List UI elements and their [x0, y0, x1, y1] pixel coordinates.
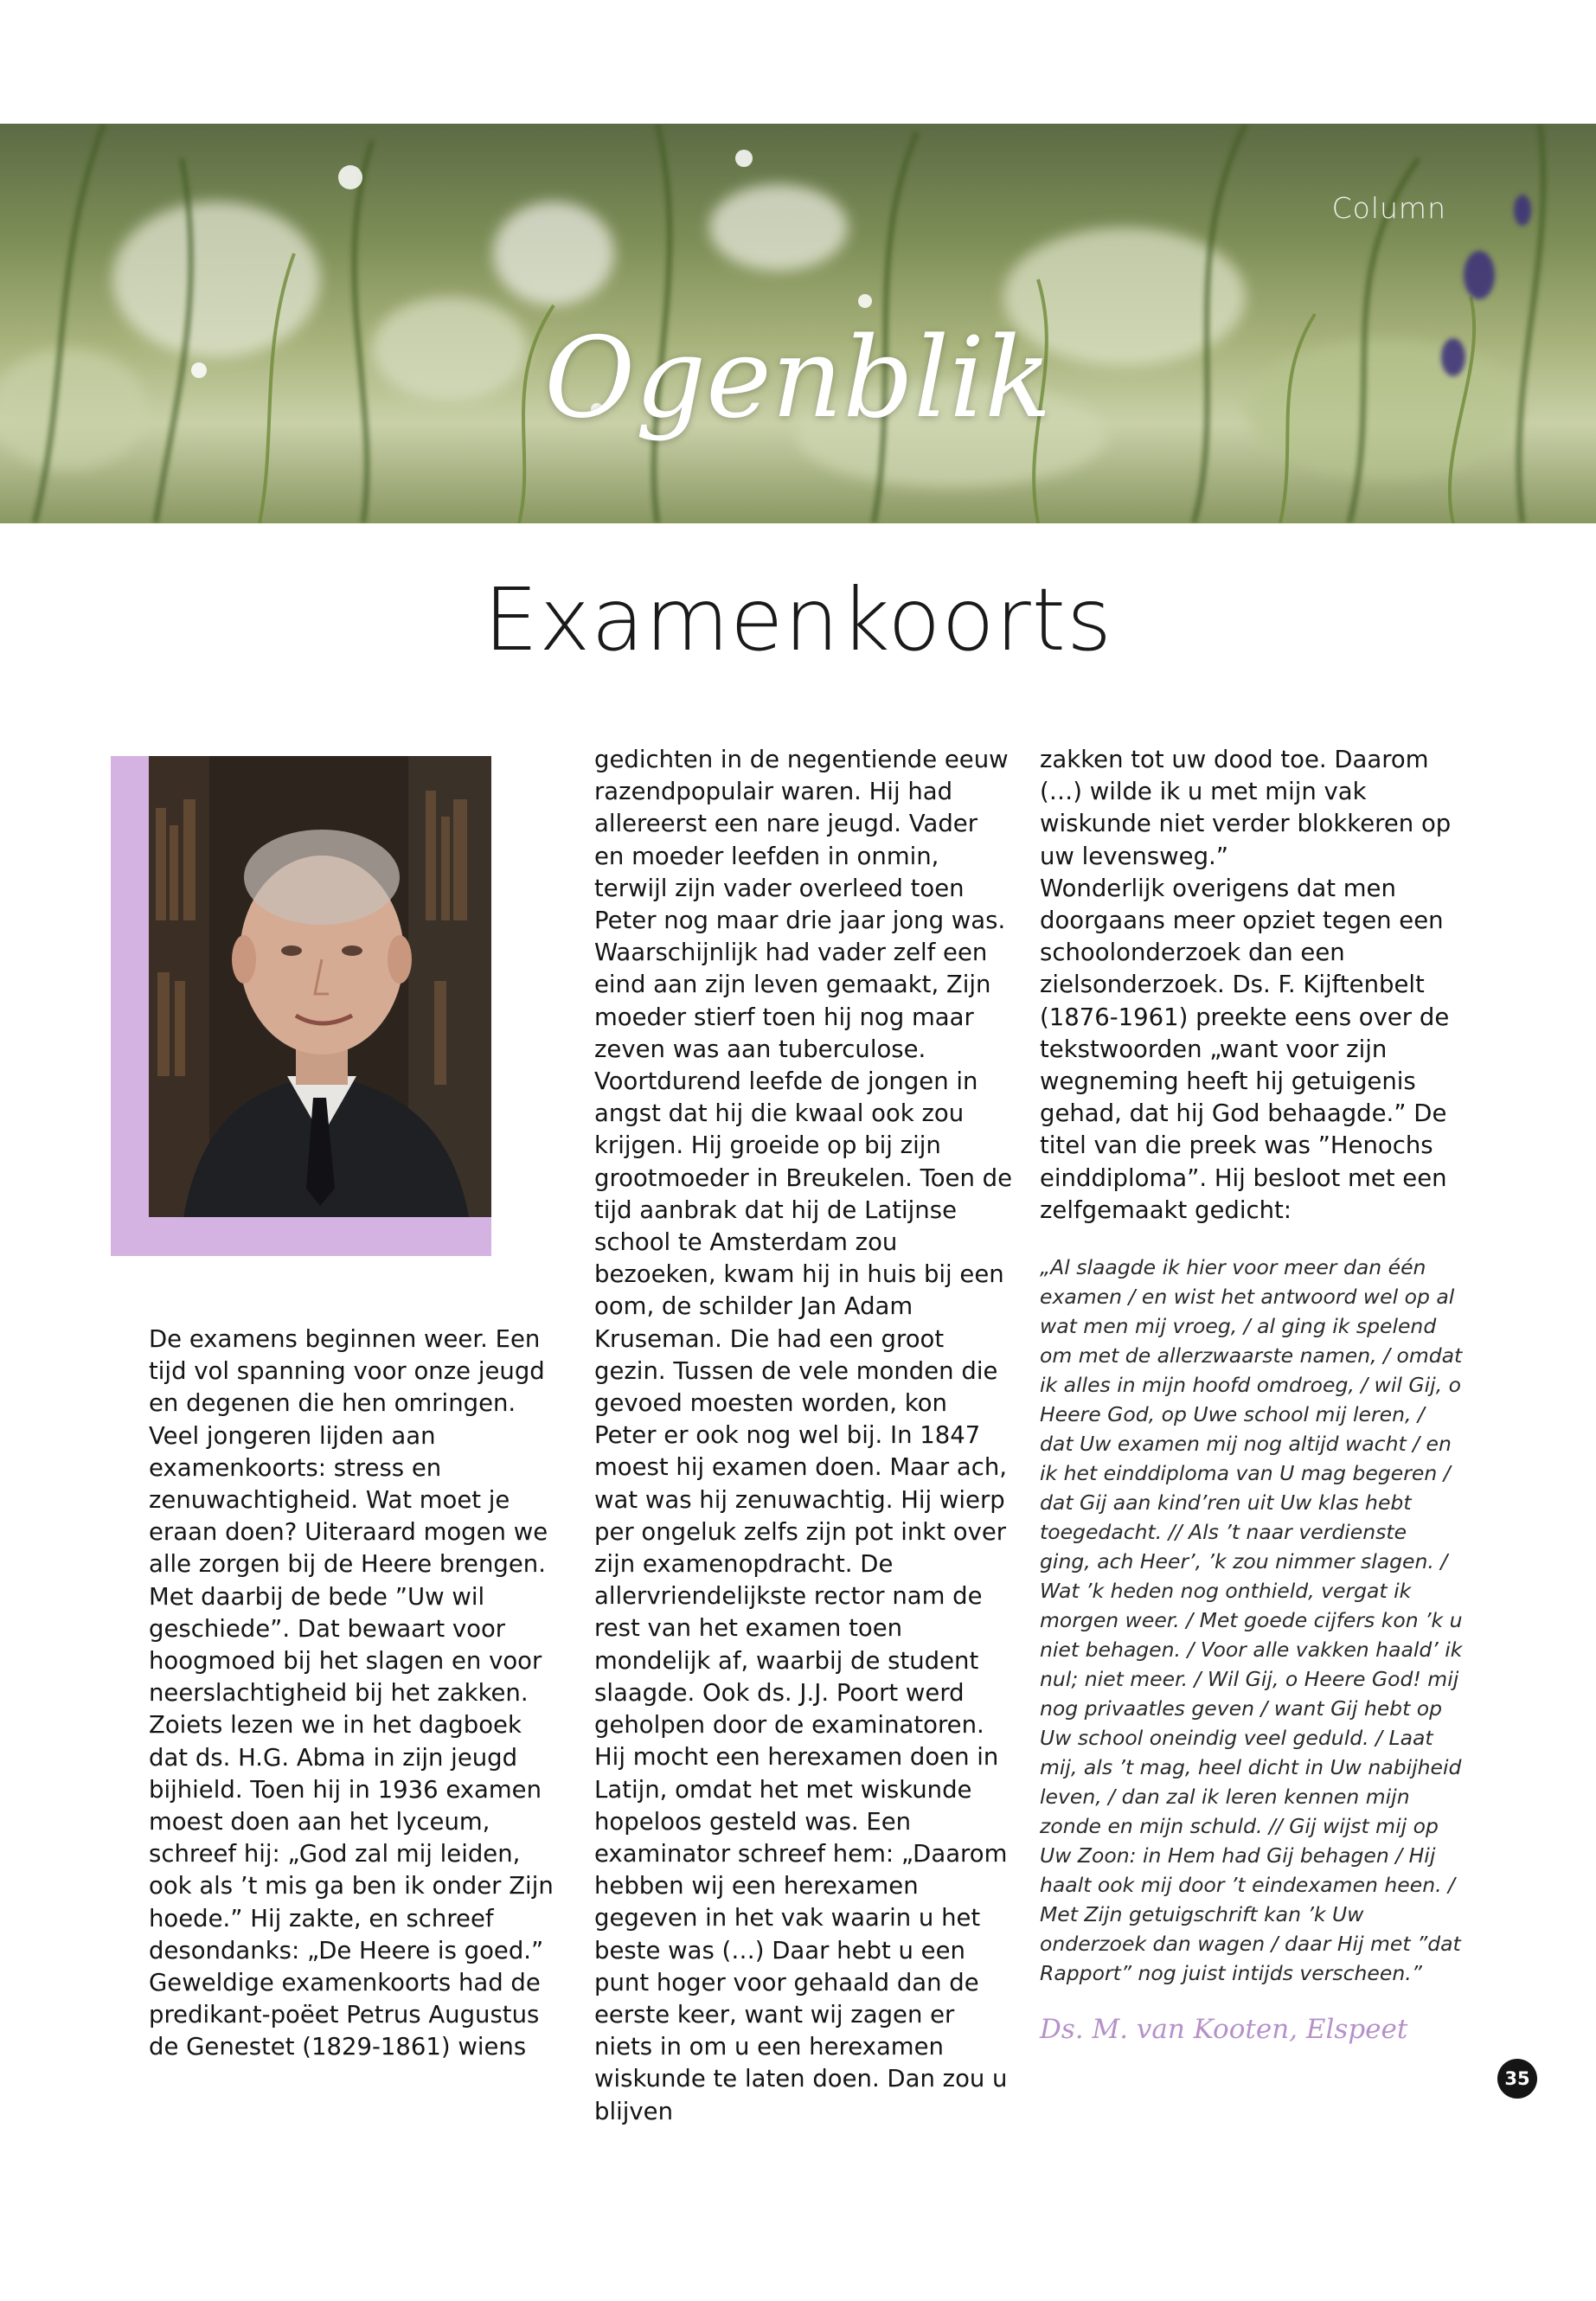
paragraph: gedichten in de negentiende eeuw razendpopulair waren. Hij had allereerst een nare jeugd. Vader en moeder leefden in onmin, terwijl zijn vader overleed toen Peter nog maar drie jaar jong was. Waarschijnlijk had vader zelf een eind aan zijn leven gemaakt, Zijn moeder stierf toen hij nog maar zeven was aan tuberculose. Voortdurend leefde de jongen in angst dat hij die kwaal ook zou krijgen. Hij groeide op bij zijn grootmoeder in Breukelen. Toen de tijd aanbrak dat hij de Latijnse school te Amsterdam zou bezoeken, kwam hij in huis bij een oom, de schilder Jan Adam Kruseman. Die had een groot gezin. Tussen de vele monden die gevoed moesten worden, kon Peter er ook nog wel bij. In 1847 moest hij examen doen. Maar ach, wat was hij zenuwachtig. Hij wierp per ongeluk zelfs zijn pot inkt over zijn examenopdracht. De allervriendelijkste rector nam de rest van het examen toen mondelijk af, waarbij de student slaagde. Ook ds. J.J. Poort werd geholpen door de examinatoren. Hij mocht een herexamen doen in Latijn, omdat het met wiskunde hopeloos gesteld was. Een examinator schreef hem: „Daarom hebben wij een herexamen gegeven in het vak waarin u het beste was (…) Daar hebt u een punt hoger voor gehaald dan de eerste keer, want wij zagen er niets in om u een herexamen wiskunde te laten doen. Dan zou u blijven	[594, 746, 1013, 2125]
article-column-3	[1040, 744, 1464, 2046]
header-banner	[0, 124, 1596, 523]
poem: „Al slaagde ik hier voor meer dan één examen / en wist het antwoord wel op al wat men mij vroeg, / al ging ik spelend om met de allerzwaarste namen, / omdat ik alles in mijn hoofd omdroeg, / wil Gij, o Heere God, op Uwe school mij leren, / dat Uw examen mij nog altijd wacht / en ik het einddiploma van U mag begeren / dat Gij aan kind’ren uit Uw klas hebt toegedacht. // Als ’t naar verdienste ging, ach Heer’, ’k zou nimmer slagen. / Wat ’k heden nog onthield, vergat ik morgen weer. / Met goede cijfers kon ’k u niet behagen. / Voor alle vakken haald’ ik nul; niet meer. / Wil Gij, o Heere God! mij nog privaatles geven / want Gij hebt op Uw school oneindig veel geduld. / Laat mij, als ’t mag, heel dicht in Uw nabijheid leven, / dan zal ik leren kennen mijn zonde en mijn schuld. // Gij wijst mij op Uw Zoon: in Hem had Gij behagen / Hij haalt ook mij door ’t eindexamen heen. / Met Zijn getuigschrift kan ’k Uw onderzoek dan wagen / daar Hij met ”dat Rapport” nog juist intijds verscheen.”	[1040, 1255, 1463, 1986]
author-portrait	[149, 756, 491, 1217]
page-title: Examenkoorts	[483, 569, 1113, 670]
page-number: 35	[1497, 2059, 1537, 2099]
paragraph: De examens beginnen weer. Een tijd vol spanning voor onze jeugd en degenen die hen omringen. Veel jongeren lijden aan examenkoorts: stress en zenuwachtigheid. Wat moet je eraan doen? Uiteraard mogen we alle zorgen bij de Heere brengen. Met daarbij de bede ”Uw wil geschiede”. Dat bewaart voor hoogmoed bij het slagen en voor neerslachtigheid bij het zakken. Zoiets lezen we in het dagboek dat ds. H.G. Abma in zijn jeugd bijhield. Toen hij in 1936 examen moest doen aan het lyceum, schreef hij: „God zal mij leiden, ook als ’t mis ga ben ik onder Zijn hoede.” Hij zakte, en schreef desondanks: „De Heere is goed.”	[149, 1325, 554, 1965]
paragraph: Wonderlijk overigens dat men doorgaans meer opziet tegen een schoolonderzoek dan een zielsonderzoek. Ds. F. Kijftenbelt (1876-1961) preekte eens over de tekstwoorden „want voor zijn wegneming heeft hij getuigenis gehad, dat hij God behaagde.” De titel van die preek was ”Henochs einddiploma”. Hij besloot met een zelfgemaakt gedicht:	[1040, 874, 1450, 1224]
section-label: Column	[1331, 191, 1446, 225]
banner-title: Ogenblik	[544, 314, 1052, 443]
article-column-1	[149, 1324, 564, 2064]
article-column-2	[594, 744, 1014, 2128]
portrait-illustration	[149, 756, 491, 1217]
paragraph: zakken tot uw dood toe. Daarom (…) wilde ik u met mijn vak wiskunde niet verder blokkeren op uw levensweg.”	[1040, 746, 1452, 870]
author-signature: Ds. M. van Kooten, Elspeet	[1040, 2014, 1408, 2046]
paragraph: Geweldige examenkoorts had de predikant-poëet Petrus Augustus de Genestet (1829-1861) wiens	[149, 1969, 541, 2061]
